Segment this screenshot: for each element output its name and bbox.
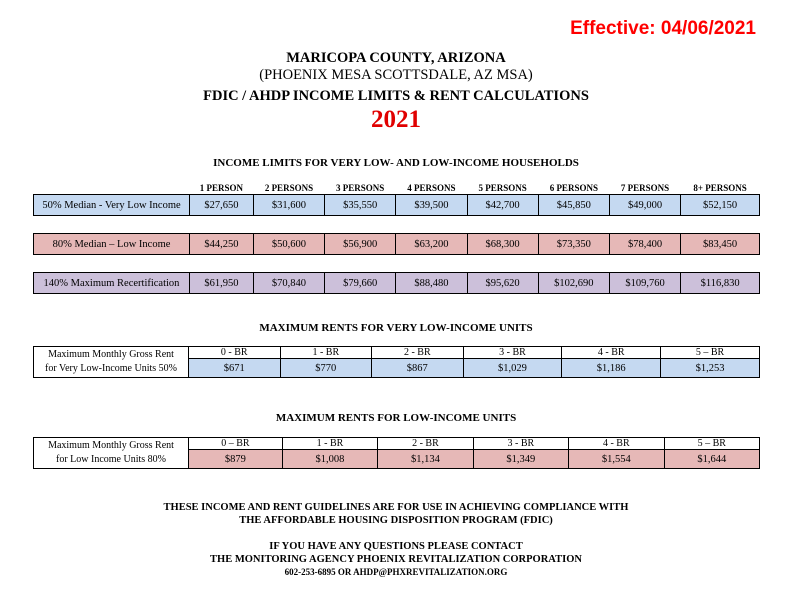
row-label: 80% Median – Low Income — [34, 234, 190, 255]
bedroom-header: 4 - BR — [562, 347, 661, 359]
income-cell: $35,550 — [325, 195, 396, 216]
rent-cell: $1,008 — [282, 450, 377, 469]
vli-rents-title: MAXIMUM RENTS FOR VERY LOW-INCOME UNITS — [259, 322, 533, 334]
contact-line1: IF YOU HAVE ANY QUESTIONS PLEASE CONTACT — [269, 541, 523, 552]
income-cell: $27,650 — [190, 195, 254, 216]
rent-cell: $770 — [280, 359, 372, 378]
income-cell: $68,300 — [467, 234, 538, 255]
income-cell: $109,760 — [609, 273, 680, 294]
income-cell: $44,250 — [190, 234, 254, 255]
income-cell: $116,830 — [681, 273, 760, 294]
bedroom-header: 1 - BR — [280, 347, 372, 359]
bedroom-header: 5 – BR — [664, 438, 760, 450]
col-header: 6 PERSONS — [549, 183, 598, 193]
contact-block — [0, 540, 792, 579]
income-cell: $88,480 — [396, 273, 467, 294]
income-row-80 — [34, 234, 760, 255]
income-cell: $45,850 — [538, 195, 609, 216]
income-cell: $73,350 — [538, 234, 609, 255]
guidelines-line1: THESE INCOME AND RENT GUIDELINES ARE FOR USE IN ACHIEVING COMPLIANCE WITH — [163, 502, 629, 513]
income-row-50 — [34, 195, 760, 216]
income-cell: $63,200 — [396, 234, 467, 255]
income-cell: $52,150 — [681, 195, 760, 216]
li-rents-title: MAXIMUM RENTS FOR LOW-INCOME UNITS — [275, 412, 517, 424]
rent-cell: $879 — [189, 450, 283, 469]
bedroom-header: 2 - BR — [378, 438, 473, 450]
vli-label-line1: Maximum Monthly Gross Rent — [48, 348, 174, 360]
rent-cell: $1,554 — [569, 450, 664, 469]
col-header: 3 PERSONS — [336, 183, 385, 193]
li-label-line2: for Low Income Units 80% — [56, 454, 166, 465]
rent-cell: $1,186 — [562, 359, 661, 378]
bedroom-header: 4 - BR — [569, 438, 664, 450]
rent-cell: $1,253 — [661, 359, 760, 378]
document-title: FDIC / AHDP INCOME LIMITS & RENT CALCULATIONS — [203, 88, 589, 104]
li-rents-table — [33, 437, 760, 469]
income-limits-table — [33, 183, 760, 294]
income-column-headers — [34, 183, 760, 195]
bedroom-header: 1 - BR — [282, 438, 377, 450]
income-cell: $83,450 — [681, 234, 760, 255]
guidelines-note — [0, 501, 792, 527]
income-cell: $102,690 — [538, 273, 609, 294]
li-bedroom-row — [34, 438, 760, 450]
col-header: 8+ PERSONS — [693, 183, 747, 193]
vli-bedroom-row — [34, 347, 760, 359]
income-limits-title: INCOME LIMITS FOR VERY LOW- AND LOW-INCOME HOUSEHOLDS — [213, 157, 579, 169]
row-label: 50% Median - Very Low Income — [34, 195, 190, 216]
li-rent-label — [34, 438, 189, 469]
income-cell: $95,620 — [467, 273, 538, 294]
year-heading: 2021 — [371, 106, 421, 133]
rent-cell: $1,644 — [664, 450, 760, 469]
col-header: 5 PERSONS — [478, 183, 527, 193]
contact-line3 — [0, 566, 792, 579]
vli-rents-table — [33, 346, 760, 378]
row-label: 140% Maximum Recertification — [34, 273, 190, 294]
income-cell: $79,660 — [325, 273, 396, 294]
bedroom-header: 2 - BR — [372, 347, 464, 359]
income-cell: $50,600 — [253, 234, 324, 255]
bedroom-header: 0 - BR — [189, 347, 281, 359]
rent-cell: $671 — [189, 359, 281, 378]
contact-email[interactable]: AHDP@PHXREVITALIZATION.ORG — [353, 567, 508, 577]
bedroom-header: 0 – BR — [189, 438, 283, 450]
income-cell: $70,840 — [253, 273, 324, 294]
income-cell: $61,950 — [190, 273, 254, 294]
vli-rent-label — [34, 347, 189, 378]
income-cell: $39,500 — [396, 195, 467, 216]
col-header: 2 PERSONS — [264, 183, 314, 193]
bedroom-header: 3 - BR — [463, 347, 562, 359]
income-cell: $78,400 — [609, 234, 680, 255]
col-header: 1 PERSON — [199, 183, 244, 193]
li-label-line1: Maximum Monthly Gross Rent — [48, 439, 174, 451]
col-header: 7 PERSONS — [620, 183, 670, 193]
county-title: MARICOPA COUNTY, ARIZONA — [286, 50, 506, 66]
msa-subtitle: (PHOENIX MESA SCOTTSDALE, AZ MSA) — [259, 67, 533, 83]
income-cell: $31,600 — [253, 195, 324, 216]
bedroom-header: 5 – BR — [661, 347, 760, 359]
col-header: 4 PERSONS — [407, 183, 456, 193]
income-cell: $56,900 — [325, 234, 396, 255]
income-cell: $42,700 — [467, 195, 538, 216]
contact-line2: THE MONITORING AGENCY PHOENIX REVITALIZATION CORPORATION — [210, 554, 582, 565]
vli-label-line2: for Very Low-Income Units 50% — [44, 363, 177, 374]
rent-cell: $867 — [372, 359, 464, 378]
contact-or: OR — [337, 567, 352, 577]
rent-cell: $1,029 — [463, 359, 562, 378]
rent-cell: $1,349 — [473, 450, 568, 469]
income-cell: $49,000 — [609, 195, 680, 216]
income-row-140 — [34, 273, 760, 294]
guidelines-line2: THE AFFORDABLE HOUSING DISPOSITION PROGRAM (FDIC) — [239, 515, 553, 526]
contact-phone: 602-253-6895 — [284, 567, 336, 577]
rent-cell: $1,134 — [378, 450, 473, 469]
bedroom-header: 3 - BR — [473, 438, 568, 450]
effective-date: Effective: 04/06/2021 — [570, 18, 756, 39]
